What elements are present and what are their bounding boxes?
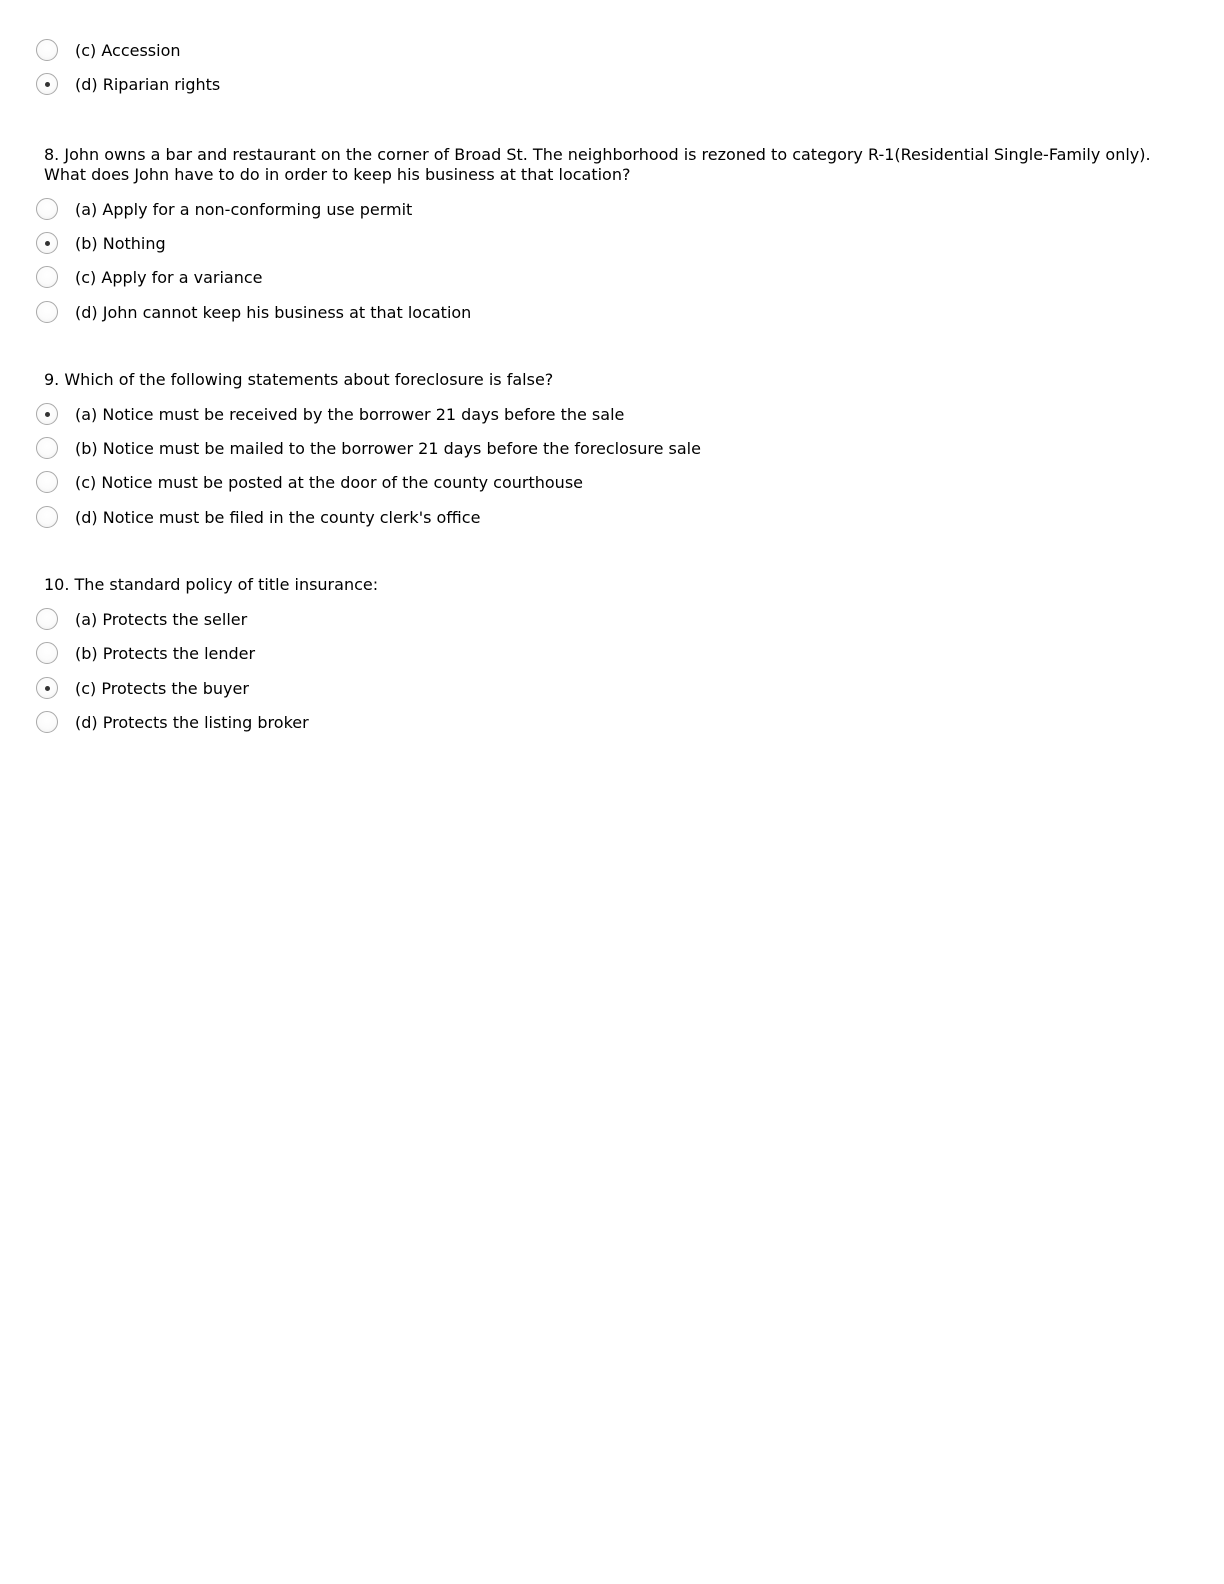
answer-option[interactable] — [36, 709, 309, 735]
answer-option[interactable] — [36, 71, 220, 97]
option-label: (d) John cannot keep his business at that location — [75, 302, 472, 322]
question-text: 10. The standard policy of title insurance: — [44, 575, 379, 594]
answer-option[interactable] — [36, 230, 166, 256]
question-text: 9. Which of the following statements about foreclosure is false? — [44, 370, 554, 389]
question-text: 8. John owns a bar and restaurant on the corner of Broad St. The neighborhood is rezoned to category R-1(Residential Single-Family only). What does John have to do in order to keep his business at that location? — [44, 145, 1151, 184]
option-label: (a) Protects the seller — [75, 609, 248, 629]
radio-button[interactable] — [36, 506, 58, 528]
radio-button[interactable] — [36, 301, 58, 323]
radio-button[interactable] — [36, 711, 58, 733]
answer-option[interactable] — [36, 675, 249, 701]
radio-button[interactable] — [36, 471, 58, 493]
answer-option[interactable] — [36, 401, 624, 427]
radio-button-selected[interactable] — [36, 73, 58, 95]
radio-button[interactable] — [36, 266, 58, 288]
option-label: (b) Protects the lender — [75, 643, 256, 663]
answer-option[interactable] — [36, 640, 255, 666]
answer-option[interactable] — [36, 606, 247, 632]
option-label: (c) Apply for a variance — [75, 267, 263, 287]
option-label: (b) Nothing — [75, 233, 166, 253]
answer-option[interactable] — [36, 504, 480, 530]
radio-button-selected[interactable] — [36, 403, 58, 425]
answer-option[interactable] — [36, 435, 701, 461]
answer-option[interactable] — [36, 37, 181, 63]
radio-button-selected[interactable] — [36, 677, 58, 699]
radio-button[interactable] — [36, 198, 58, 220]
option-label: (c) Accession — [75, 40, 181, 60]
answer-option[interactable] — [36, 299, 471, 325]
answer-option[interactable] — [36, 469, 583, 495]
option-label: (d) Riparian rights — [75, 74, 221, 94]
option-label: (c) Notice must be posted at the door of the county courthouse — [75, 472, 583, 492]
answer-option[interactable] — [36, 196, 412, 222]
option-label: (a) Notice must be received by the borrower 21 days before the sale — [75, 404, 625, 424]
option-label: (d) Protects the listing broker — [75, 712, 309, 732]
option-label: (b) Notice must be mailed to the borrower 21 days before the foreclosure sale — [75, 438, 701, 458]
answer-option[interactable] — [36, 264, 262, 290]
option-label: (a) Apply for a non-conforming use permit — [75, 199, 413, 219]
radio-button-selected[interactable] — [36, 232, 58, 254]
radio-button[interactable] — [36, 642, 58, 664]
radio-button[interactable] — [36, 608, 58, 630]
radio-button[interactable] — [36, 39, 58, 61]
option-label: (d) Notice must be filed in the county clerk's office — [75, 507, 481, 527]
radio-button[interactable] — [36, 437, 58, 459]
option-label: (c) Protects the buyer — [75, 678, 249, 698]
